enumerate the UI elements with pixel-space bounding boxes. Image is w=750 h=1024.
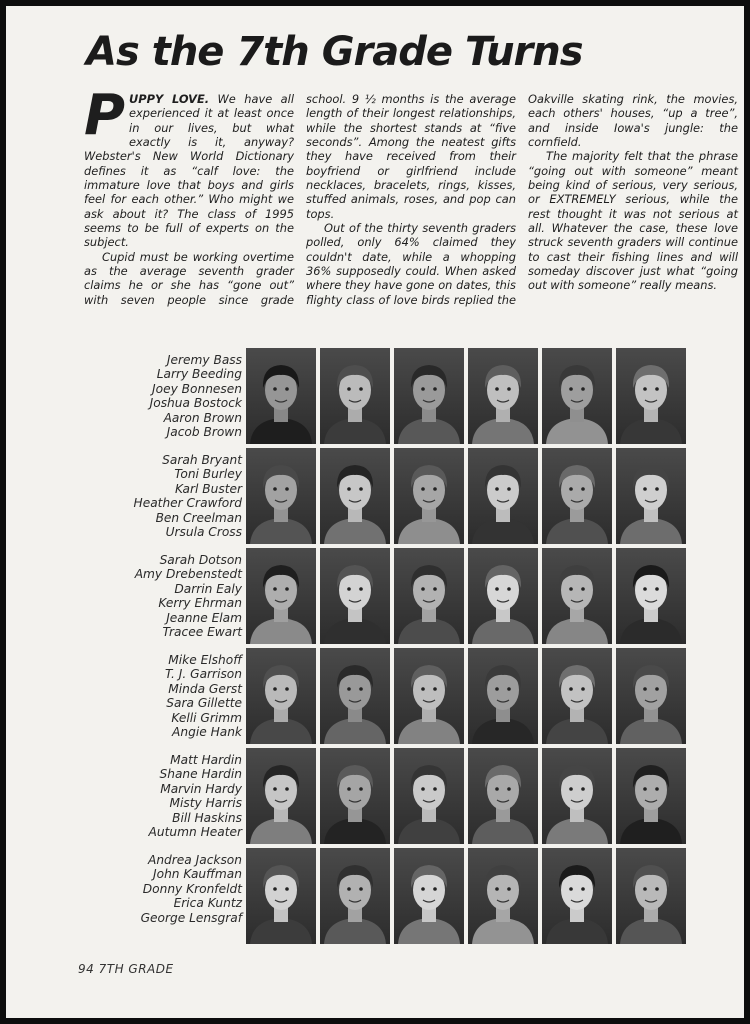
- name-list: [78, 448, 242, 544]
- student-name: Matt Hardin: [170, 753, 242, 767]
- student-name: Aaron Brown: [163, 410, 242, 425]
- student-name: Shane Hardin: [159, 767, 242, 782]
- student-name: Joshua Bostock: [149, 396, 242, 411]
- student-name: Darrin Ealy: [174, 581, 242, 596]
- photo-strip: [246, 848, 690, 944]
- name-list: [78, 348, 242, 444]
- student-portrait: [394, 548, 464, 644]
- roster-row: [78, 448, 690, 544]
- student-portrait: [542, 648, 612, 744]
- student-portrait: [320, 448, 390, 544]
- student-name: Mike Elshoff: [168, 653, 242, 667]
- student-name: Heather Crawford: [133, 496, 242, 511]
- student-portrait: [246, 648, 316, 744]
- student-name: Jeanne Elam: [166, 610, 242, 625]
- student-portrait: [320, 648, 390, 744]
- student-portrait: [468, 348, 538, 444]
- student-portrait: [468, 448, 538, 544]
- student-name: Sarah Dotson: [159, 553, 242, 567]
- student-portrait: [246, 748, 316, 844]
- student-name: Autumn Heater: [148, 825, 242, 840]
- drop-cap: P: [84, 83, 126, 148]
- student-portrait: [468, 548, 538, 644]
- student-name: Tracee Ewart: [162, 625, 242, 640]
- student-portrait: [542, 348, 612, 444]
- student-portrait: [394, 348, 464, 444]
- page-title: As the 7th Grade Turns: [86, 29, 583, 75]
- student-name: Ursula Cross: [165, 525, 242, 540]
- student-name: Donny Kronfeldt: [142, 881, 242, 896]
- photo-strip: [246, 348, 690, 444]
- student-name: Misty Harris: [169, 796, 242, 811]
- student-name: Sarah Bryant: [162, 453, 242, 467]
- student-portrait: [394, 748, 464, 844]
- photo-strip: [246, 448, 690, 544]
- student-portrait: [246, 348, 316, 444]
- student-portrait: [394, 848, 464, 944]
- student-name: Joey Bonnesen: [152, 381, 242, 396]
- student-name: Erica Kuntz: [173, 896, 242, 911]
- student-portrait: [616, 548, 686, 644]
- article-paragraph-4: The majority felt that the phrase “going out with someone” meant being kind of serious, very serious, or EXTREMELY serious, while the rest thought it was not serious at all. Whatever the case, these love struck seventh graders will continue to cast their fishing lines and will someday discover just what “going out with someone” really means.: [528, 149, 738, 293]
- student-portrait: [320, 548, 390, 644]
- student-name: Toni Burley: [174, 467, 242, 482]
- photo-strip: [246, 748, 690, 844]
- student-portrait: [616, 448, 686, 544]
- student-name: Sara Gillette: [166, 696, 242, 711]
- yearbook-page: [6, 6, 744, 1018]
- student-portrait: [320, 848, 390, 944]
- name-list: [78, 848, 242, 944]
- student-portrait: [320, 748, 390, 844]
- photo-strip: [246, 648, 690, 744]
- student-portrait: [542, 448, 612, 544]
- student-name: Larry Beeding: [156, 367, 242, 382]
- student-portrait: [616, 848, 686, 944]
- article-paragraph-1: PUPPY LOVE. We have all experienced it at least once in our lives, but what exactly is it, anyway? Webster's New World Dictionary defines it as “calf love: the immature love that boys and girls feel for each other.” Who might we ask about it? The class of 1995 seems to be full of experts on the subject.: [84, 83, 294, 250]
- student-portrait: [246, 848, 316, 944]
- student-name: Andrea Jackson: [147, 853, 242, 867]
- student-name: George Lensgraf: [140, 910, 242, 925]
- student-name: John Kauffman: [153, 867, 242, 882]
- roster-row: [78, 848, 690, 944]
- student-portrait: [394, 448, 464, 544]
- section-label: 7TH GRADE: [98, 962, 174, 976]
- page-footer: [78, 962, 174, 976]
- student-portrait: [616, 748, 686, 844]
- page-number: 94: [78, 962, 95, 976]
- student-name: Kerry Ehrman: [158, 596, 242, 611]
- student-name: Karl Buster: [174, 481, 242, 496]
- student-portrait: [616, 348, 686, 444]
- name-list: [78, 648, 242, 744]
- student-name: Bill Haskins: [172, 810, 242, 825]
- student-portrait: [468, 748, 538, 844]
- student-portrait: [246, 448, 316, 544]
- roster-row: [78, 648, 690, 744]
- article-body: [84, 83, 738, 347]
- student-name: Angie Hank: [172, 725, 242, 740]
- student-portrait: [320, 348, 390, 444]
- student-name: Amy Drebenstedt: [134, 567, 242, 582]
- name-list: [78, 548, 242, 644]
- student-name: Kelli Grimm: [171, 710, 242, 725]
- photo-strip: [246, 548, 690, 644]
- student-portrait: [468, 848, 538, 944]
- roster-row: [78, 748, 690, 844]
- student-roster: [78, 348, 690, 948]
- student-portrait: [542, 748, 612, 844]
- lead-in: UPPY LOVE.: [129, 92, 210, 106]
- student-name: Ben Creelman: [155, 510, 242, 525]
- student-name: T. J. Garrison: [165, 667, 242, 682]
- student-portrait: [542, 548, 612, 644]
- student-name: Marvin Hardy: [160, 781, 242, 796]
- student-name: Jacob Brown: [166, 425, 242, 440]
- roster-row: [78, 348, 690, 444]
- article-paragraph-2: Cupid must be working overtime as the average seventh grader claims he or she has “gone out” with seven people since grade school. 9 ½ months is the average length of their longest relationships, while the shortest stands at “five seconds”. Among the neatest gifts they have received from their boyfriend or girlfriend include necklaces, bracelets, rings, kisses, stuffed animals, roses, and pop can tops.: [84, 92, 516, 307]
- student-portrait: [468, 648, 538, 744]
- name-list: [78, 748, 242, 844]
- student-portrait: [394, 648, 464, 744]
- student-name: Minda Gerst: [168, 681, 242, 696]
- student-portrait: [542, 848, 612, 944]
- roster-row: [78, 548, 690, 644]
- article-paragraph-3: Out of the thirty seventh graders polled, only 64% claimed they couldn't date, while a whopping 36% supposedly could. When asked where they have gone on dates, this flighty class of love birds replied the Oakville skating rink, the movies, each others' houses, “up a tree”, and inside Iowa's jungle: the cornfield.: [306, 92, 738, 307]
- student-portrait: [616, 648, 686, 744]
- student-name: Jeremy Bass: [166, 353, 242, 367]
- student-portrait: [246, 548, 316, 644]
